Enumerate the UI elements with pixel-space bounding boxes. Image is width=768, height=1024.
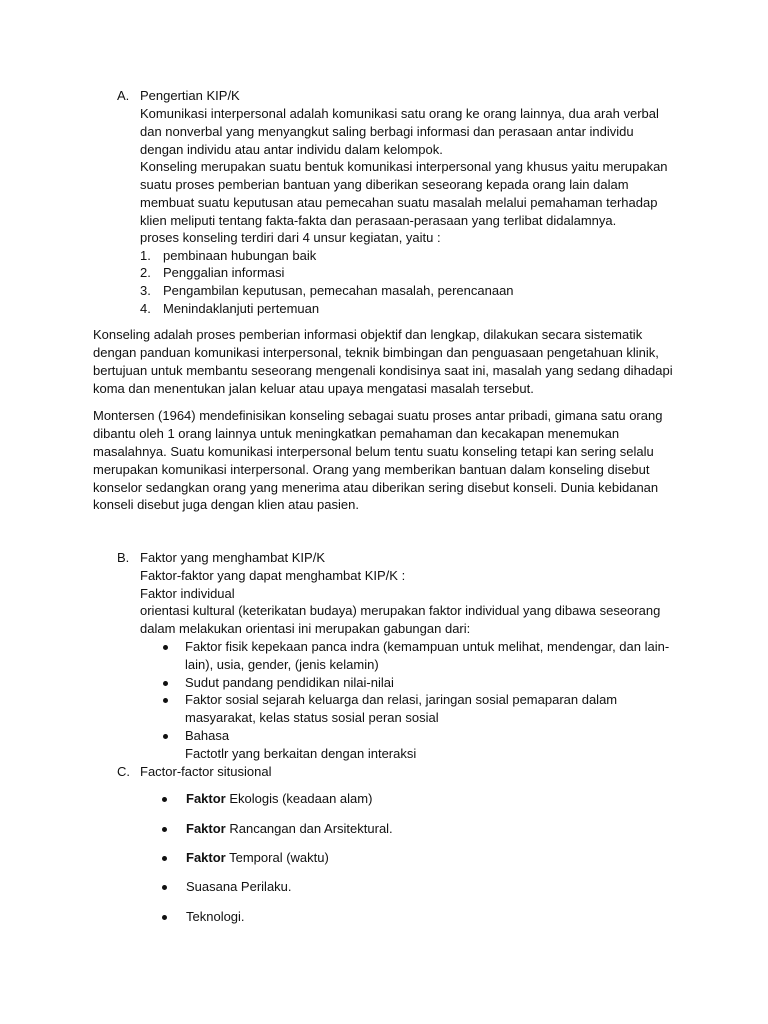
section-a-heading: Pengertian KIP/K xyxy=(140,88,240,103)
situational-item-text: Suasana Perilaku. xyxy=(186,879,292,894)
section-b-line: orientasi kultural (keterikatan budaya) merupakan faktor individual yang dibawa seseorang xyxy=(140,603,661,618)
paragraph-line: konseli disebut juga dengan klien atau pasien. xyxy=(93,497,359,512)
bullet-item: Faktor fisik kepekaan panca indra (kemampuan untuk melihat, mendengar, dan lain- xyxy=(185,639,670,654)
paragraph-line: Konseling adalah proses pemberian informasi objektif dan lengkap, dilakukan secara sistematik xyxy=(93,327,643,342)
bullet-icon xyxy=(162,827,167,832)
bullet-item: Sudut pandang pendidikan nilai-nilai xyxy=(185,675,394,690)
section-b-marker: B. xyxy=(117,550,130,565)
bullet-item: Faktor sosial sejarah keluarga dan relasi, jaringan sosial pemaparan dalam xyxy=(185,692,618,707)
situational-item xyxy=(186,878,292,896)
situational-item-bold: Faktor xyxy=(186,850,226,865)
situational-item-text: Teknologi. xyxy=(186,909,245,924)
list-number: 1. xyxy=(140,248,151,263)
section-a-line: dan nonverbal yang menyangkut saling berbagi informasi dan perasaan antar individu xyxy=(140,124,634,139)
section-a-line: klien meliputi tentang fakta-fakta dan perasaan-perasaan yang terlibat didalamnya. xyxy=(140,213,617,228)
section-a-line: Komunikasi interpersonal adalah komunikasi satu orang ke orang lainnya, dua arah verbal xyxy=(140,106,659,121)
paragraph-line: masalahnya. Suatu komunikasi interpersonal belum tentu suatu konseling tetapi kan sering selalu xyxy=(93,444,654,459)
bullet-icon xyxy=(162,797,167,802)
bullet-icon xyxy=(162,885,167,890)
section-c-marker: C. xyxy=(117,764,130,779)
bullet-icon xyxy=(163,645,168,650)
situational-item xyxy=(186,790,372,808)
paragraph-line: bertujuan untuk membantu seseorang mengenali kondisinya saat ini, masalah yang sedang dihadapi xyxy=(93,363,673,378)
list-number: 2. xyxy=(140,265,151,280)
paragraph-line: dengan panduan komunikasi interpersonal, teknik bimbingan dan penguasaan pengetahuan klinik, xyxy=(93,345,659,360)
list-number: 3. xyxy=(140,283,151,298)
section-b-line: Faktor-faktor yang dapat menghambat KIP/K : xyxy=(140,568,406,583)
situational-item-text: Rancangan dan Arsitektural. xyxy=(225,821,393,836)
bullet-icon xyxy=(162,915,167,920)
situational-item xyxy=(186,908,245,926)
section-b-line: dalam melakukan orientasi ini merupakan gabungan dari: xyxy=(140,621,471,636)
section-b-line: Faktor individual xyxy=(140,586,235,601)
section-a-line: Konseling merupakan suatu bentuk komunikasi interpersonal yang khusus yaitu merupakan xyxy=(140,159,668,174)
section-a-marker: A. xyxy=(117,88,130,103)
paragraph-line: Montersen (1964) mendefinisikan konseling sebagai suatu proses antar pribadi, gimana satu orang xyxy=(93,408,663,423)
bullet-icon xyxy=(163,698,168,703)
list-item: pembinaan hubungan baik xyxy=(163,248,317,263)
section-a-line: membuat suatu keputusan atau pemecahan suatu masalah melalui pemahaman terhadap xyxy=(140,195,658,210)
situational-item xyxy=(186,849,329,867)
situational-item-bold: Faktor xyxy=(186,821,226,836)
paragraph-line: koma dan menentukan jalan keluar atau upaya mengatasi masalah tersebut. xyxy=(93,381,534,396)
situational-item-bold: Faktor xyxy=(186,791,226,806)
section-c-heading: Factor-factor situsional xyxy=(140,764,272,779)
bullet-icon xyxy=(163,681,168,686)
bullet-item-continuation: lain), usia, gender, (jenis kelamin) xyxy=(185,657,379,672)
section-a-line: suatu proses pemberian bantuan yang diberikan seseorang kepada orang lain dalam xyxy=(140,177,629,192)
bullet-item-continuation: Factotlr yang berkaitan dengan interaksi xyxy=(185,746,417,761)
bullet-item-continuation: masyarakat, kelas status sosial peran sosial xyxy=(185,710,439,725)
bullet-icon xyxy=(163,734,168,739)
list-item: Pengambilan keputusan, pemecahan masalah, perencanaan xyxy=(163,283,514,298)
paragraph-line: dibantu oleh 1 orang lainnya untuk meningkatkan pemahaman dan kecakapan menemukan xyxy=(93,426,620,441)
bullet-item: Bahasa xyxy=(185,728,230,743)
section-a-line: proses konseling terdiri dari 4 unsur kegiatan, yaitu : xyxy=(140,230,441,245)
situational-item-text: Temporal (waktu) xyxy=(225,850,329,865)
list-item: Menindaklanjuti pertemuan xyxy=(163,301,320,316)
situational-item-text: Ekologis (keadaan alam) xyxy=(225,791,373,806)
paragraph-line: merupakan komunikasi interpersonal. Orang yang memberikan bantuan dalam konseling disebut xyxy=(93,462,650,477)
situational-item xyxy=(186,820,393,838)
list-number: 4. xyxy=(140,301,151,316)
bullet-icon xyxy=(162,856,167,861)
section-b-heading: Faktor yang menghambat KIP/K xyxy=(140,550,325,565)
list-item: Penggalian informasi xyxy=(163,265,285,280)
paragraph-line: konselor sedangkan orang yang menerima atau diberikan sering disebut konseli. Dunia kebidanan xyxy=(93,480,659,495)
section-a-line: dengan individu atau antar individu dalam kelompok. xyxy=(140,142,443,157)
